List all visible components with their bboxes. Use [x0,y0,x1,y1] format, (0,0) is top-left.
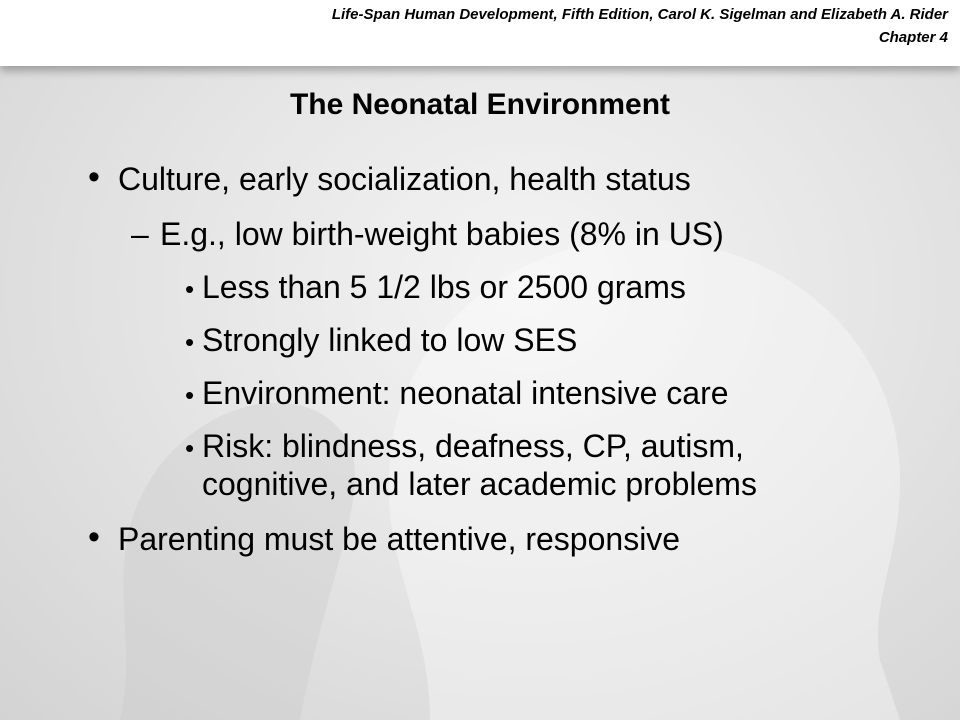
book-citation: Life-Span Human Development, Fifth Edition, Carol K. Sigelman and Elizabeth A. Rider [331,6,948,23]
bullet-dot-icon: • [88,518,100,556]
bullet-text: Parenting must be attentive, responsive [118,521,681,557]
slide-title: The Neonatal Environment [289,88,671,121]
sub-item-text: E.g., low birth-weight babies (8% in US) [160,216,724,252]
dash-marker-icon: – [131,216,149,252]
bullet-dot-icon: • [185,274,195,304]
sub-sub-item-text: Risk: blindness, deafness, CP, autism, [202,428,744,464]
sub-sub-item-text: Environment: neonatal intensive care [202,375,729,411]
chapter-label: Chapter 4 [878,29,948,46]
bullet-dot-icon: • [185,433,195,463]
sub-sub-item-text: Less than 5 1/2 lbs or 2500 grams [202,269,686,305]
sub-sub-item-text-continuation: cognitive, and later academic problems [202,466,757,502]
header-band [0,0,960,66]
bullet-dot-icon: • [185,327,195,357]
bullet-dot-icon: • [88,158,100,196]
sub-sub-item-text: Strongly linked to low SES [202,322,578,358]
bullet-dot-icon: • [185,380,195,410]
bullet-text: Culture, early socialization, health status [118,161,691,197]
